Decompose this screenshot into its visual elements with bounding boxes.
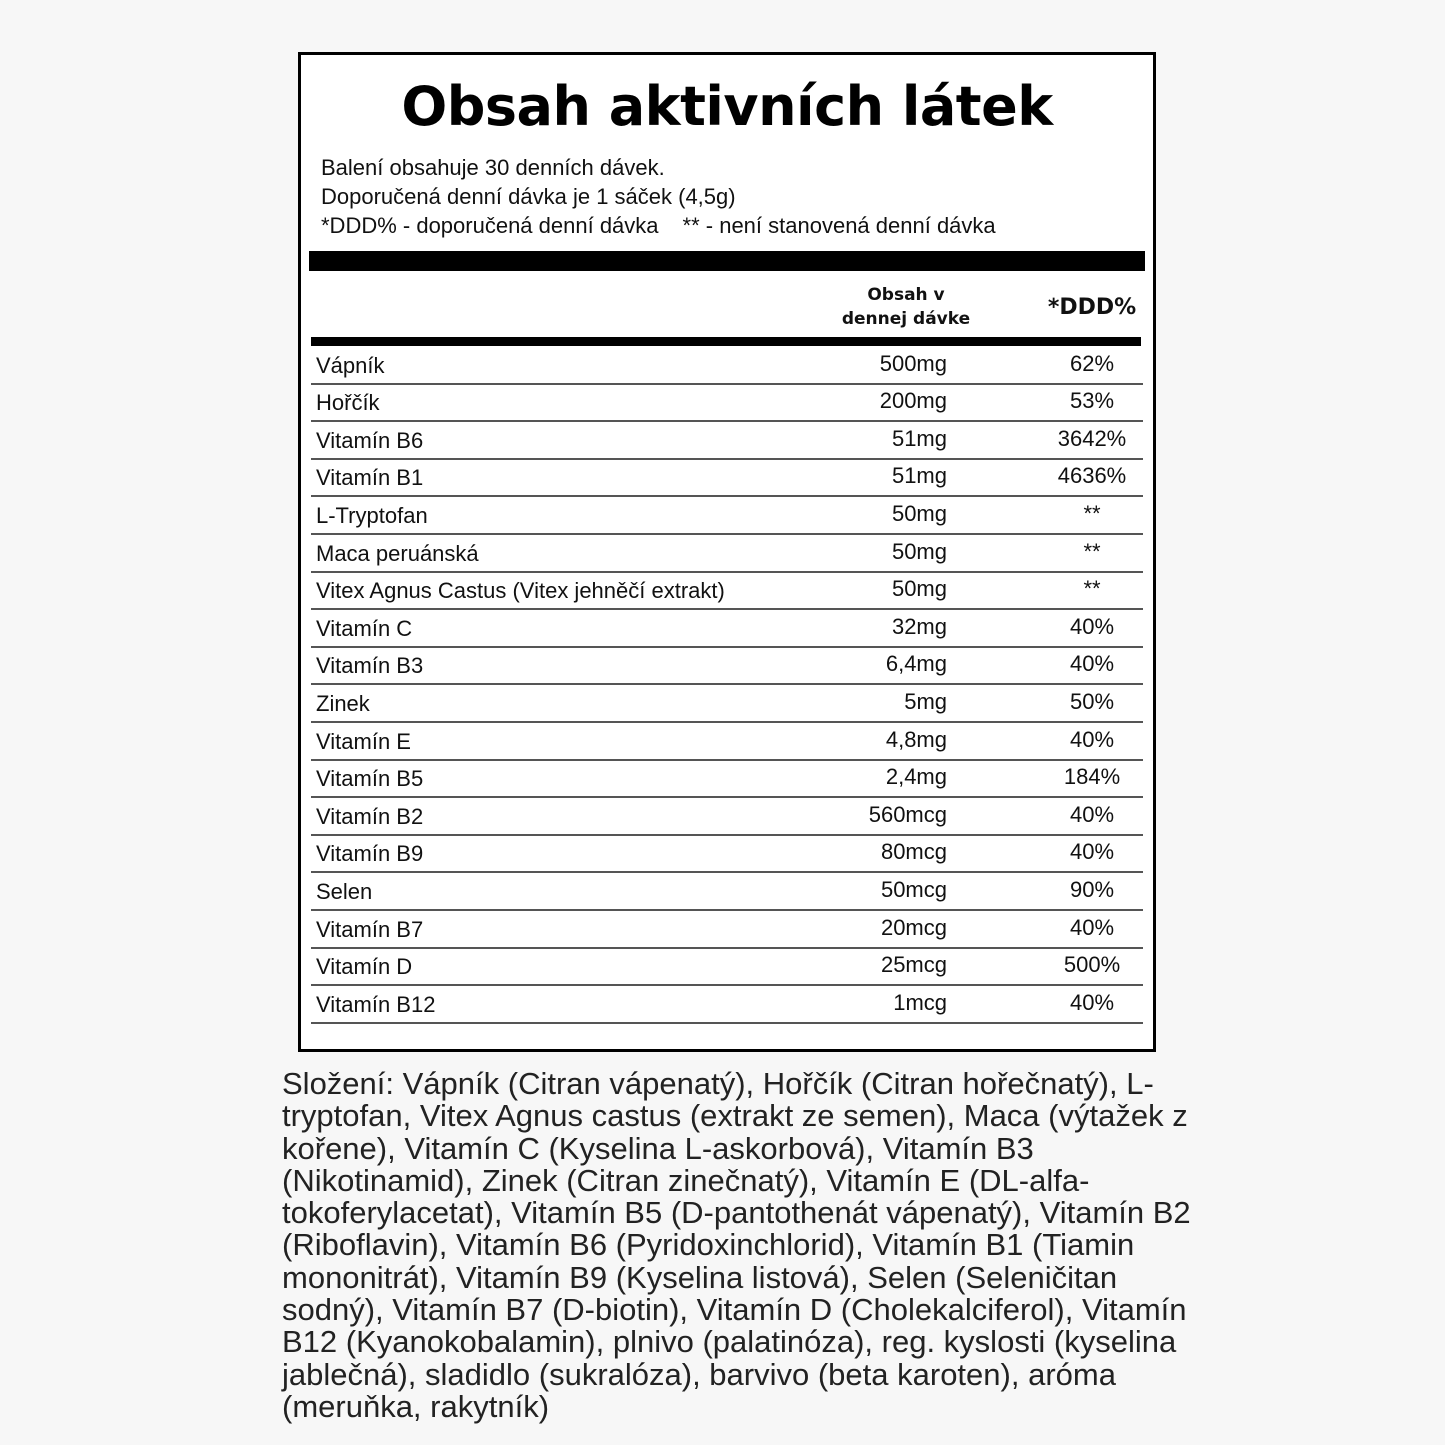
table-row: [311, 986, 1143, 1024]
table-row: [311, 610, 1143, 648]
nutrient-amount: 6,4mg: [885, 651, 947, 677]
nutrient-name: Vitex Agnus Castus (Vitex jehněčí extrakt): [316, 578, 725, 604]
nutrient-ddd: 40%: [1069, 726, 1115, 752]
nutrient-name: Vitamín B7: [316, 916, 424, 942]
nutrient-amount: 500mg: [879, 350, 947, 376]
nutrient-name: Vitamín C: [316, 615, 413, 641]
no-ddd-note: ** - není stanovená denní dávka: [682, 213, 996, 238]
table-row: [311, 460, 1143, 498]
nutrient-table: [311, 347, 1143, 1024]
nutrient-ddd: **: [1083, 500, 1101, 526]
table-row: [311, 761, 1143, 799]
nutrient-amount: 2,4mg: [885, 764, 947, 790]
nutrient-ddd: **: [1083, 538, 1101, 564]
nutrient-amount: 25mcg: [880, 952, 947, 978]
nutrient-name: Vitamín B6: [316, 427, 424, 453]
nutrient-ddd: 40%: [1069, 801, 1115, 827]
recommended-dose: Doporučená denní dávka je 1 sáček (4,5g): [321, 184, 736, 209]
nutrient-ddd: 500%: [1063, 952, 1121, 978]
nutrient-amount: 80mcg: [880, 839, 947, 865]
legend-notes: [321, 211, 996, 240]
nutrient-ddd: 40%: [1069, 651, 1115, 677]
table-row: [311, 873, 1143, 911]
nutrient-name: Zinek: [316, 690, 370, 716]
nutrient-name: Vitamín B2: [316, 803, 424, 829]
nutrient-name: Vitamín E: [316, 728, 411, 754]
nutrient-ddd: 4636%: [1057, 463, 1127, 489]
nutrient-name: Selen: [316, 878, 373, 904]
nutrient-amount: 51mg: [891, 463, 947, 489]
nutrient-ddd: 62%: [1069, 350, 1115, 376]
header-divider: [311, 337, 1141, 346]
nutrient-amount: 50mg: [891, 500, 947, 526]
table-row: [311, 685, 1143, 723]
table-row: [311, 385, 1143, 423]
ddd-note: *DDD% - doporučená denní dávka: [321, 213, 659, 238]
nutrient-ddd: 40%: [1069, 839, 1115, 865]
table-row: [311, 723, 1143, 761]
nutrient-amount: 20mcg: [880, 914, 947, 940]
nutrient-name: Hořčík: [316, 390, 380, 416]
nutrient-amount: 32mg: [891, 613, 947, 639]
table-row: [311, 422, 1143, 460]
table-row: [311, 497, 1143, 535]
nutrient-ddd: 40%: [1069, 613, 1115, 639]
nutrient-ddd: 90%: [1069, 876, 1115, 902]
table-row: [311, 347, 1143, 385]
intro-text: [321, 153, 996, 240]
table-row: [311, 836, 1143, 874]
nutrient-name: Vitamín D: [316, 954, 413, 980]
nutrient-amount: 560mcg: [868, 801, 947, 827]
nutrient-ddd: 184%: [1063, 764, 1121, 790]
nutrient-amount: 50mg: [891, 538, 947, 564]
nutrient-amount: 50mg: [891, 576, 947, 602]
column-header-amount: Obsah v dennej dávke: [841, 285, 971, 329]
nutrient-amount: 51mg: [891, 425, 947, 451]
table-row: [311, 911, 1143, 949]
nutrient-name: Vitamín B12: [316, 991, 436, 1017]
table-row: [311, 949, 1143, 987]
top-divider: [309, 251, 1145, 271]
table-row: [311, 573, 1143, 611]
nutrient-name: Vitamín B5: [316, 766, 424, 792]
nutrient-name: Vitamín B9: [316, 841, 424, 867]
table-row: [311, 648, 1143, 686]
nutrient-amount: 50mcg: [880, 876, 947, 902]
column-header-ddd: *DDD%: [1047, 295, 1137, 320]
nutrient-name: L-Tryptofan: [316, 502, 428, 528]
package-info: Balení obsahuje 30 denních dávek.: [321, 155, 665, 180]
nutrient-amount: 1mcg: [893, 989, 947, 1015]
nutrient-ddd: 3642%: [1057, 425, 1127, 451]
nutrient-ddd: 40%: [1069, 914, 1115, 940]
table-row: [311, 535, 1143, 573]
nutrient-ddd: 40%: [1069, 989, 1115, 1015]
nutrient-ddd: 53%: [1069, 388, 1115, 414]
nutrient-name: Vápník: [316, 352, 385, 378]
nutrient-ddd: **: [1083, 576, 1101, 602]
nutrient-name: Vitamín B3: [316, 653, 424, 679]
nutrition-panel: [298, 52, 1156, 1052]
nutrient-name: Vitamín B1: [316, 465, 424, 491]
nutrient-ddd: 50%: [1069, 688, 1115, 714]
table-row: [311, 798, 1143, 836]
nutrient-amount: 4,8mg: [885, 726, 947, 752]
nutrient-name: Maca peruánská: [316, 540, 479, 566]
page-title: Obsah aktivních látek: [401, 75, 1053, 138]
nutrient-amount: 200mg: [879, 388, 947, 414]
nutrient-amount: 5mg: [904, 688, 947, 714]
composition-text: Složení: Vápník (Citran vápenatý), Hořčík (Citran hořečnatý), L-tryptofan, Vitex Agnus castus (extrakt ze semen), Maca (výtažek z kořene), Vitamín C (Kyselina L-askorbová), Vitamín B3 (Nikotinamid), Zinek (Citran zinečnatý), Vitamín E (DL-alfa-tokoferylacetat), Vitamín B5 (D-pantothenát vápenatý), Vitamín B2 (Riboflavin), Vitamín B6 (Pyridoxinchlorid), Vitamín B1 (Tiamin mononitrát), Vitamín B9 (Kyselina listová), Selen (Seleničitan sodný), Vitamín B7 (D-biotin), Vitamín D (Cholekalciferol), Vitamín B12 (Kyanokobalamin), plnivo (palatinóza), reg. kyslosti (kyselina jablečná), sladidlo (sukralóza), barvivo (beta karoten), aróma (meruňka, rakytník): [282, 1066, 1191, 1424]
